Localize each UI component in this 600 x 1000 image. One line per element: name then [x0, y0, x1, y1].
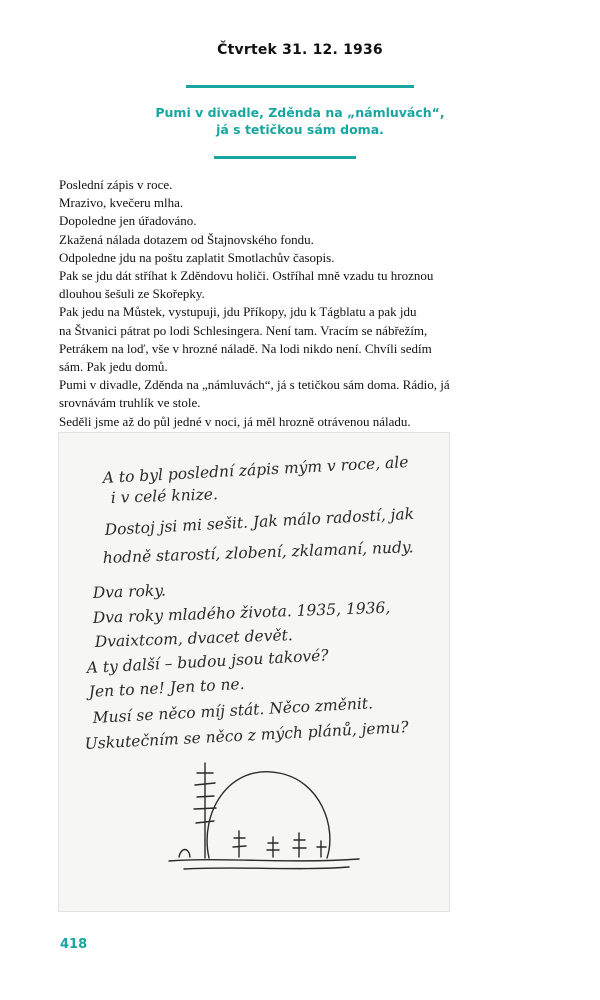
sketch-small-tree — [267, 837, 279, 857]
top-rule — [186, 85, 414, 88]
subtitle-line: Pumi v divadle, Zděnda na „námluvách“, — [155, 105, 445, 120]
handwriting-line: Dvaixtcom, dvacet devět. — [94, 626, 294, 651]
entry-line: Seděli jsme až do půl jedné v noci, já měl hrozně otrávenou náladu. — [59, 413, 411, 429]
entry-line: Petrákem na loď, vše v hrozné náladě. Na lodi nikdo není. Chvíli sedím — [59, 340, 432, 356]
entry-line: sám. Pak jedu domů. — [59, 359, 168, 375]
sketch-drawing — [169, 763, 359, 869]
bottom-rule — [214, 156, 356, 159]
handwriting-line: i v celé knize. — [110, 485, 219, 507]
sketch-ground-line — [169, 859, 359, 861]
handwritten-page-scan — [58, 432, 450, 912]
handwriting-line: Jen to ne! Jen to ne. — [88, 674, 245, 701]
handwritten-page-drawing — [59, 433, 449, 911]
entry-line: Pumi v divadle, Zděnda na „námluvách“, já s tetičkou sám doma. Rádio, já — [59, 377, 450, 393]
sketch-small-tree — [293, 833, 306, 857]
entry-line: na Štvanici pátrat po lodi Schlesingera. Není tam. Vracím se nábřežím, — [59, 322, 428, 338]
handwriting-line: A to byl poslední zápis mým v roce, ale — [102, 453, 409, 487]
sketch-small-tree — [233, 831, 246, 857]
handwriting-line: Dva roky. — [92, 581, 167, 602]
entry-line: dlouhou šešuli ze Skořepky. — [59, 286, 205, 302]
entry-line: Zkažená nálada dotazem od Štajnovského fondu. — [59, 231, 314, 247]
entry-line: Dopoledne jen úřadováno. — [59, 213, 197, 229]
entry-line: Poslední zápis v roce. — [59, 177, 173, 192]
subtitle — [90, 104, 510, 138]
entry-line: Pak jedu na Můstek, vystupuji, jdu Příkopy, jdu k Tágblatu a pak jdu — [59, 304, 417, 320]
handwriting-line: Musí se něco míj stát. Něco změnit. — [92, 694, 374, 727]
handwriting-text — [84, 453, 414, 753]
sketch-sun-arc — [207, 772, 330, 858]
entry-line: srovnávám truhlík ve stole. — [59, 395, 201, 411]
handwriting-line: Dostoj jsi mi sešit. Jak málo radostí, jak — [104, 504, 415, 539]
handwriting-line: Dva roky mladého života. 1935, 1936, — [92, 598, 391, 627]
entry-line: Mrazivo, kvečeru mlha. — [59, 195, 184, 211]
sketch-small-tree — [317, 841, 326, 857]
sketch-ground-line — [184, 867, 349, 869]
diary-entry — [59, 176, 529, 431]
entry-line: Odpoledne jdu na poštu zaplatit Smotlachův časopis. — [59, 249, 335, 265]
date-heading: Čtvrtek 31. 12. 1936 — [217, 42, 383, 58]
subtitle-line: já s tetičkou sám doma. — [216, 122, 384, 137]
sketch-shrub — [179, 850, 190, 858]
handwriting-line: Uskutečním se něco z mých plánů, jemu? — [84, 718, 410, 753]
handwriting-line: A ty další – budou jsou takové? — [86, 646, 330, 677]
page-number: 418 — [60, 937, 88, 952]
entry-line: Pak se jdu dát stříhat k Zděndovu holiči. Ostříhal mně vzadu tu hroznou — [59, 268, 434, 284]
handwriting-line: hodně starostí, zlobení, zklamaní, nudy. — [102, 538, 414, 567]
